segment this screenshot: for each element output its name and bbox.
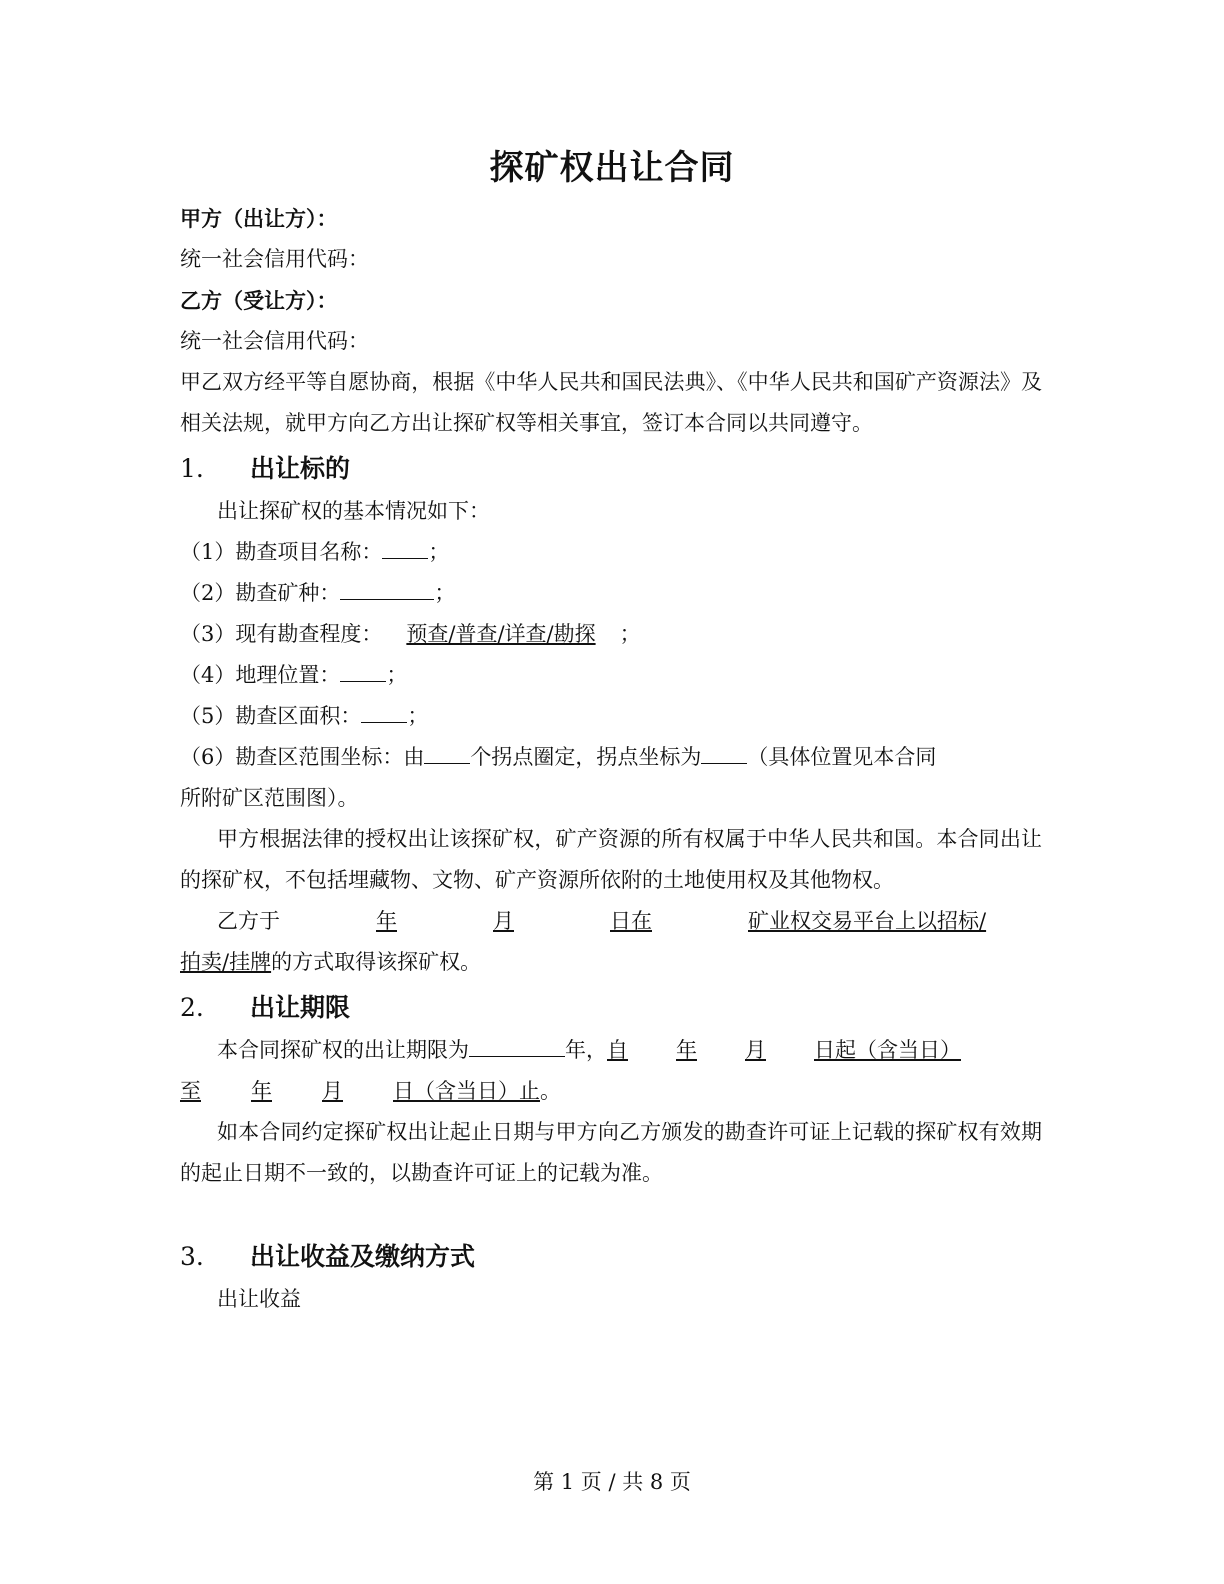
section-heading-1: [180, 446, 1042, 491]
punct: ；: [428, 540, 450, 564]
acq-text: 乙方于: [217, 909, 280, 933]
term-start-date: [607, 1038, 961, 1062]
section-number: 2.: [180, 993, 204, 1022]
acquisition-line-cont: [180, 942, 1042, 983]
term-year-label: 年: [251, 1079, 272, 1103]
term-text: 本合同探矿权的出让期限为: [217, 1038, 469, 1062]
item-project-name: [180, 532, 1042, 573]
item-exploration-degree: [180, 614, 1042, 655]
term-to: 至: [180, 1079, 201, 1103]
section3-sub: 出让收益: [217, 1287, 301, 1311]
blank-field: [469, 1034, 565, 1057]
acq-suffix: 的方式取得该探矿权。: [271, 950, 482, 974]
item-coordinates-cont: 所附矿区范围图）。: [180, 786, 359, 810]
term-month-label: 月: [745, 1038, 766, 1062]
punct: 。: [540, 1079, 561, 1103]
intro-paragraph: 甲乙双方经平等自愿协商，根据《中华人民共和国民法典》、《中华人民共和国矿产资源法》及相关法规，就甲方向乙方出让探矿权等相关事宜，签订本合同以共同遵守。: [180, 370, 1042, 435]
section-title: 出让收益及缴纳方式: [250, 1242, 476, 1271]
section-title: 出让标的: [250, 454, 351, 483]
item-coordinates: [180, 737, 1042, 778]
document-body: [180, 198, 1042, 1320]
punct: ；: [386, 663, 408, 687]
section-heading-2: [180, 985, 1042, 1030]
acquisition-line: [180, 901, 1042, 942]
section-number: 1.: [180, 454, 204, 483]
item-text: 个拐点圈定，拐点坐标为: [470, 745, 702, 769]
acq-year-label: 年: [376, 909, 397, 933]
document-title: 探矿权出让合同: [489, 148, 735, 188]
party-a-label: 甲方（出让方）：: [180, 206, 338, 231]
term-month-label: 月: [322, 1079, 343, 1103]
acq-method: 拍卖/挂牌: [180, 950, 272, 974]
page-footer: 第 1 页 / 共 8 页: [533, 1470, 691, 1494]
blank-field: [424, 741, 470, 764]
item-label: （3）现有勘查程度：: [180, 622, 383, 646]
blank-field: [361, 700, 407, 723]
acq-day-label: 日在: [610, 909, 652, 933]
section-title: 出让期限: [250, 993, 351, 1022]
term-end-date: [180, 1079, 540, 1103]
punct: ；: [619, 622, 641, 646]
section-number: 3.: [180, 1242, 204, 1271]
term-text: 年，: [565, 1038, 607, 1062]
punct: ；: [407, 704, 429, 728]
item-label: （6）勘查区范围坐标：由: [180, 745, 425, 769]
credit-code-a: 统一社会信用代码：: [180, 247, 369, 271]
term-day-label: 日（含当日）止: [393, 1079, 540, 1103]
blank-field: [340, 659, 386, 682]
credit-code-b: 统一社会信用代码：: [180, 329, 369, 353]
acq-platform: 矿业权交易平台上以招标/: [748, 909, 987, 933]
term-from: 自: [607, 1038, 628, 1062]
item-text: （具体位置见本合同: [747, 745, 937, 769]
blank-field: [701, 741, 747, 764]
item-label: （5）勘查区面积：: [180, 704, 362, 728]
acq-date-fields: [280, 909, 986, 933]
term-year-label: 年: [676, 1038, 697, 1062]
item-label: （2）勘查矿种：: [180, 581, 341, 605]
punct: ；: [434, 581, 456, 605]
term-line-cont: [180, 1071, 1042, 1112]
rights-paragraph: 甲方根据法律的授权出让该探矿权，矿产资源的所有权属于中华人民共和国。本合同出让的探矿权，不包括埋藏物、文物、矿产资源所依附的土地使用权及其他物权。: [180, 827, 1042, 892]
section-heading-3: [180, 1234, 1042, 1279]
term-day-label: 日起（含当日）: [814, 1038, 961, 1062]
party-b-label: 乙方（受让方）：: [180, 288, 338, 313]
item-location: [180, 655, 1042, 696]
item-label: （4）地理位置：: [180, 663, 341, 687]
item-mineral-type: [180, 573, 1042, 614]
item-label: （1）勘查项目名称：: [180, 540, 383, 564]
blank-field: [382, 536, 428, 559]
acq-month-label: 月: [493, 909, 514, 933]
term-conflict-paragraph: 如本合同约定探矿权出让起止日期与甲方向乙方颁发的勘查许可证上记载的探矿权有效期的起止日期不一致的，以勘查许可证上的记载为准。: [180, 1120, 1042, 1185]
term-line: [180, 1030, 1042, 1071]
exploration-degree-value: 预查/普查/详查/勘探: [406, 622, 596, 646]
item-area: [180, 696, 1042, 737]
blank-field: [340, 577, 434, 600]
section1-lead: 出让探矿权的基本情况如下：: [217, 499, 490, 523]
